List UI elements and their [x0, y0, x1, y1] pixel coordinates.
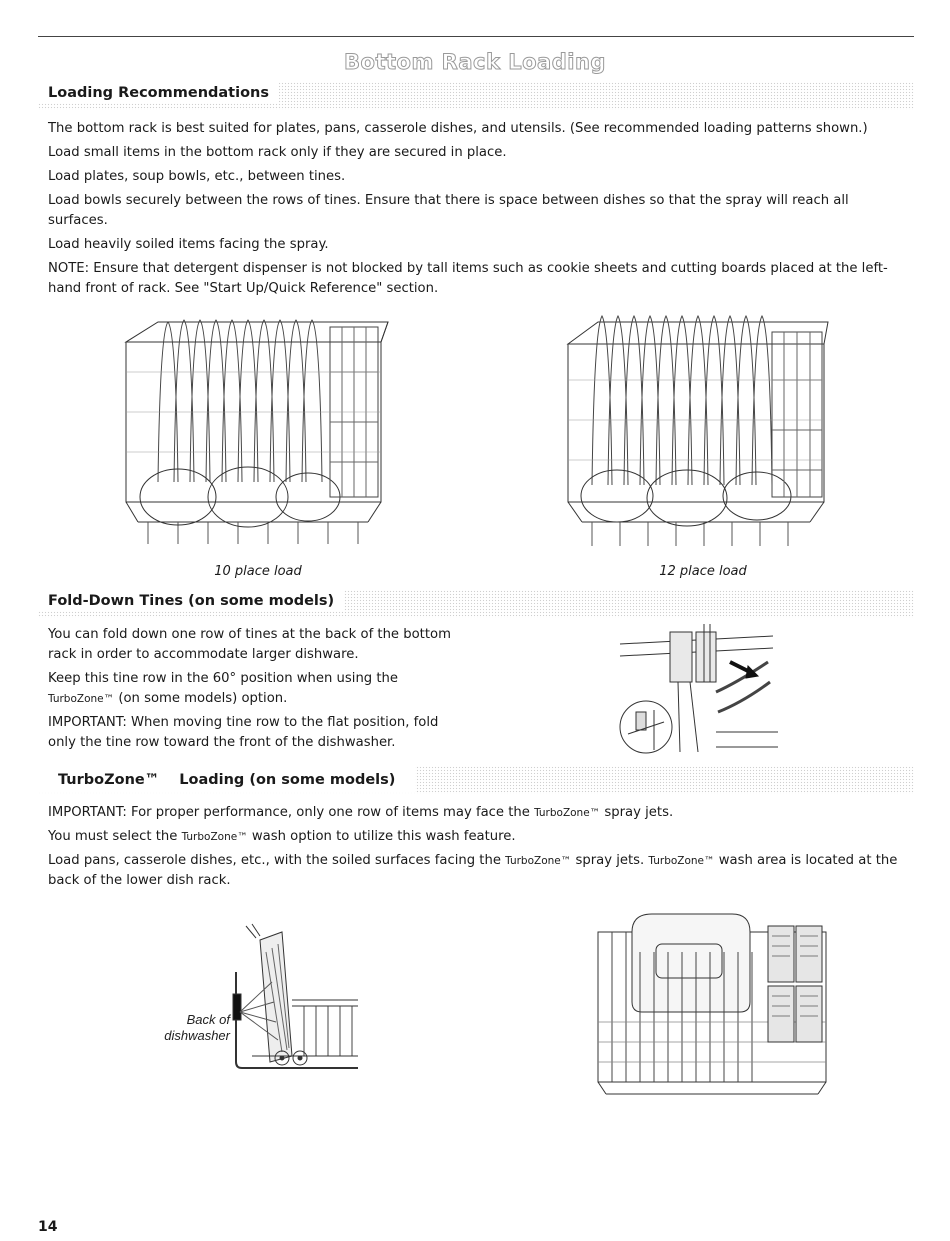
section-header-loading-recommendations	[38, 82, 914, 110]
paragraph: The bottom rack is best suited for plates, pans, casserole dishes, and utensils. (See recommended loading patterns shown.)	[48, 121, 868, 136]
paragraph: Load heavily soiled items facing the spray.	[48, 237, 329, 252]
note-paragraph: NOTE: Ensure that detergent dispenser is not blocked by tall items such as cookie sheets and cutting boards placed at the left-hand front of rack. See "Start Up/Quick Reference" section.	[48, 261, 888, 296]
figure-caption: 10 place load	[214, 564, 302, 579]
paragraph: You can fold down one row of tines at the back of the bottom rack in order to accommodate larger dishware.	[48, 627, 451, 662]
rack-10-place-illustration	[118, 312, 393, 557]
paragraph: Load bowls securely between the rows of tines. Ensure that there is space between dishes so that the spray will reach all surfaces.	[48, 193, 849, 228]
figure-label	[120, 1012, 230, 1044]
section-header-turbozone-loading	[38, 766, 914, 794]
paragraph: Load plates, soup bowls, etc., between tines.	[48, 169, 346, 184]
rack-12-place-illustration	[562, 310, 832, 560]
fold-down-tines-illustration	[618, 622, 778, 762]
figure-label-line: dishwasher	[164, 1028, 230, 1043]
paragraph: Keep this tine row in the 60° position when using the TurboZone™ (on some models) option.	[48, 671, 399, 706]
paragraph: IMPORTANT: For proper performance, only one row of items may face the TurboZone™ spray jets.	[48, 805, 674, 820]
top-rule	[38, 36, 914, 37]
figure-caption: 12 place load	[659, 564, 747, 579]
section-heading: Loading Recommendations	[38, 82, 279, 103]
turbozone-side-view-illustration	[232, 922, 362, 1072]
paragraph: You must select the TurboZone™ wash option to utilize this wash feature.	[48, 829, 516, 844]
page-number: 14	[38, 1219, 58, 1235]
section-heading: Fold-Down Tines (on some models)	[38, 590, 344, 611]
turbozone-rack-illustration	[592, 912, 832, 1102]
paragraph: Load pans, casserole dishes, etc., with the soiled surfaces facing the TurboZone™ spray jets. TurboZone™ wash area is located at the back of the lower dish rack.	[48, 853, 898, 888]
figure-label-line: Back of	[186, 1012, 230, 1027]
page-title: Bottom Rack Loading	[344, 50, 606, 74]
paragraph: Load small items in the bottom rack only if they are secured in place.	[48, 145, 507, 160]
section-header-fold-down-tines	[38, 590, 914, 618]
section-heading: TurboZone™Loading (on some models)	[38, 766, 415, 792]
paragraph: IMPORTANT: When moving tine row to the flat position, fold only the tine row toward the front of the dishwasher.	[48, 715, 439, 750]
